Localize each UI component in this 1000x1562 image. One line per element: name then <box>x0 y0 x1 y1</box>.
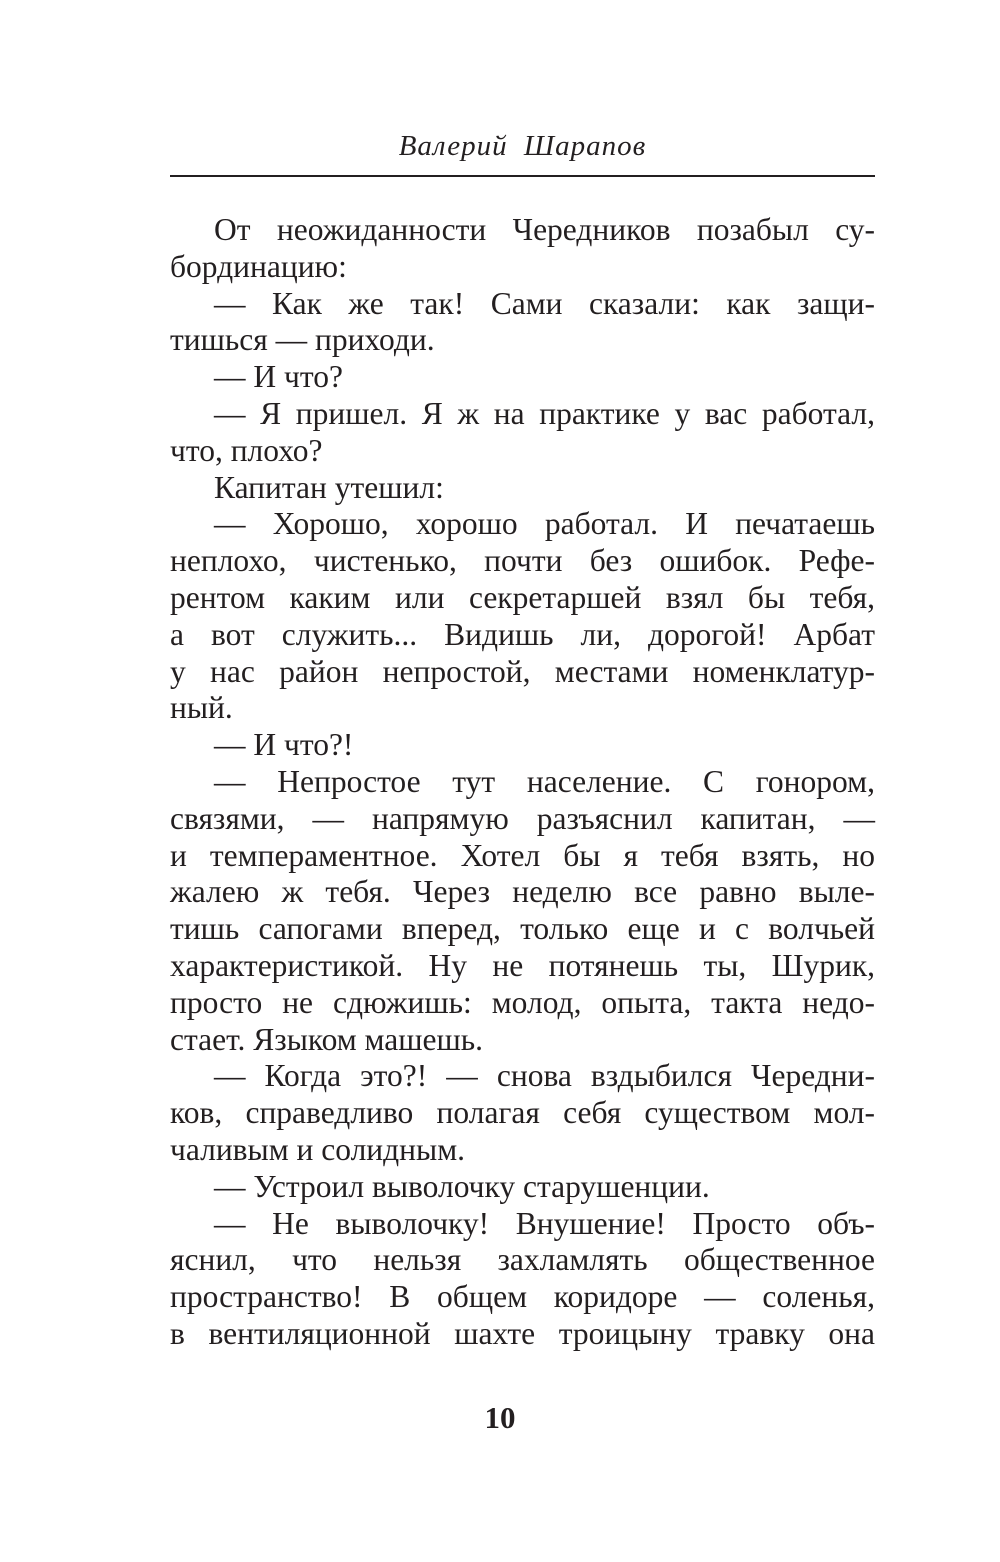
text-line: — Не выволочку! Внушение! Просто объ- <box>214 1205 875 1241</box>
running-head-author: Валерий Шарапов <box>398 130 647 162</box>
text-line: ный. <box>170 690 233 726</box>
text-line: чаливым и солидным. <box>170 1131 466 1167</box>
page-number: 10 <box>484 1400 516 1435</box>
text-line: пространство! В общем коридоре — соленья, <box>170 1279 875 1315</box>
text-line: стает. Языком машешь. <box>170 1021 483 1057</box>
text-line: жалею ж тебя. Через неделю все равно выле- <box>170 874 875 910</box>
text-line: и темпераментное. Хотел бы я тебя взять, но <box>170 837 875 873</box>
text-line: что, плохо? <box>170 432 323 468</box>
text-line: у нас район непростой, местами номенклатур- <box>170 653 875 689</box>
text-line: — И что?! <box>214 727 354 763</box>
text-line: яснил, что нельзя захламлять общественное <box>170 1242 875 1278</box>
body-text <box>170 212 875 1353</box>
header-rule <box>170 175 875 177</box>
text-line: в вентиляционной шахте троицыну травку она <box>170 1315 875 1351</box>
text-line: — Хорошо, хорошо работал. И печатаешь <box>214 506 875 542</box>
text-line: просто не сдюжишь: молод, опыта, такта недо- <box>170 984 875 1020</box>
text-line: — Устроил выволочку старушенции. <box>214 1168 710 1204</box>
text-line: — Как же так! Сами сказали: как защи- <box>214 285 875 321</box>
text-line: а вот служить... Видишь ли, дорогой! Арбат <box>170 616 875 652</box>
text-line: От неожиданности Чередников позабыл су- <box>214 212 875 247</box>
text-line: рентом каким или секретаршей взял бы тебя, <box>170 579 875 615</box>
text-line: связями, — напрямую разъяснил капитан, — <box>170 800 875 836</box>
text-line: — Когда это?! — снова вздыбился Чередни- <box>214 1058 875 1094</box>
text-line: характеристикой. Ну не потянешь ты, Шурик, <box>170 947 875 983</box>
text-line: Капитан утешил: <box>214 469 444 505</box>
text-line: — И что? <box>214 359 343 395</box>
text-line: — Непростое тут население. С гонором, <box>214 763 875 799</box>
text-line: неплохо, чистенько, почти без ошибок. Рефе- <box>170 543 875 579</box>
text-line: — Я пришел. Я ж на практике у вас работал, <box>214 395 875 431</box>
text-line: бординацию: <box>170 248 347 284</box>
text-line: тишь сапогами вперед, только еще и с волчьей <box>170 911 875 947</box>
text-line: ков, справедливо полагая себя существом мол- <box>170 1095 875 1131</box>
text-line: тишься — приходи. <box>170 322 435 358</box>
